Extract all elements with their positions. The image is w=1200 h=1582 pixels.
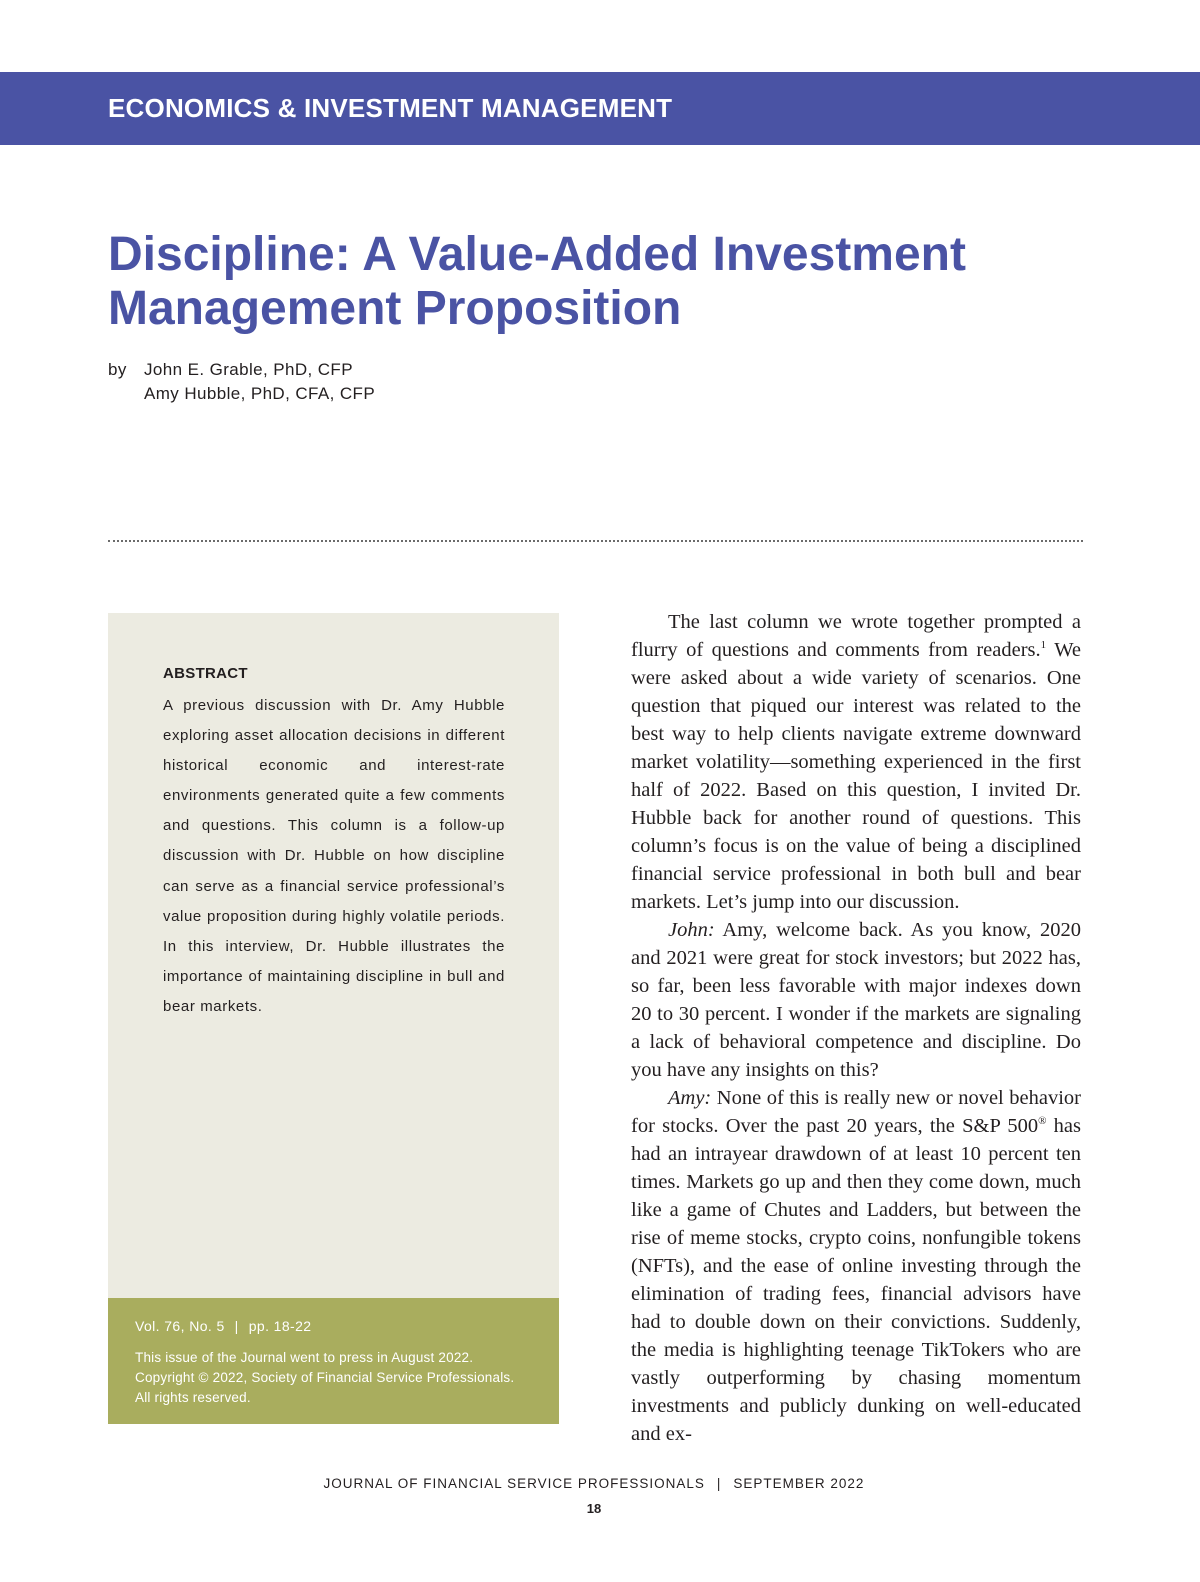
section-banner: [0, 72, 1200, 145]
dotted-divider: [108, 540, 1083, 542]
body-paragraph: [631, 1084, 1081, 1448]
paragraph-text: We were asked about a wide variety of scenarios. One question that piqued our interest was related to the best way to help clients navigate extreme downward market volatility—something experienced in the first half of 2022. Based on this question, I invited Dr. Hubble back for another round of questions. This column’s focus is on the value of being a disciplined financial service professional in both bull and bear markets. Let’s jump into our discussion.: [631, 639, 1081, 913]
author-name: Amy Hubble, PhD, CFA, CFP: [144, 384, 376, 403]
volume-separator: |: [234, 1318, 239, 1334]
section-label: ECONOMICS & INVESTMENT MANAGEMENT: [108, 93, 673, 123]
body-paragraph: [631, 608, 1081, 916]
registered-mark: ®: [1038, 1115, 1047, 1128]
rights-line: All rights reserved.: [135, 1390, 251, 1405]
page-footer: [0, 1476, 1188, 1491]
speaker-label: John:: [668, 919, 715, 941]
volume-number: Vol. 76, No. 5: [135, 1318, 225, 1334]
press-line: This issue of the Journal went to press in August 2022.: [135, 1350, 474, 1365]
page-range: pp. 18-22: [248, 1318, 312, 1334]
paragraph-text: None of this is really new or novel behavior for stocks. Over the past 20 years, the S&P 500: [631, 1087, 1081, 1137]
article-title-line-1: Discipline: A Value-Added Investment: [108, 228, 966, 281]
abstract-text: A previous discussion with Dr. Amy Hubble exploring asset allocation decisions in different historical economic and interest-rate environments generated quite a few comments and questions. This column is a follow-up discussion with Dr. Hubble on how discipline can serve as a financial service professional’s value proposition during highly volatile periods. In this interview, Dr. Hubble illustrates the importance of maintaining discipline in bull and bear markets.: [163, 697, 505, 1015]
footnote-marker[interactable]: 1: [1040, 639, 1047, 652]
footer-separator: |: [716, 1476, 722, 1491]
page-number: 18: [586, 1501, 602, 1516]
issue-date: SEPTEMBER 2022: [733, 1476, 865, 1491]
paragraph-text: The last column we wrote together prompted a flurry of questions and comments from readers.: [631, 611, 1081, 661]
abstract-heading: ABSTRACT: [163, 665, 248, 682]
article-body: [631, 608, 1081, 1448]
journal-name: JOURNAL OF FINANCIAL SERVICE PROFESSIONALS: [323, 1476, 705, 1491]
author-list: [144, 358, 375, 406]
by-label: by: [108, 360, 127, 379]
paragraph-text: Amy, welcome back. As you know, 2020 and 2021 were great for stock investors; but 2022 has, so far, been less favorable with major indexes down 20 to 30 percent. I wonder if the markets are signaling a lack of behavioral competence and discipline. Do you have any insights on this?: [631, 919, 1081, 1081]
author-name: John E. Grable, PhD, CFP: [144, 360, 353, 379]
abstract-box: [108, 613, 559, 1298]
article-title-line-2: Management Proposition: [108, 282, 682, 335]
press-notice: [135, 1348, 545, 1408]
speaker-label: Amy:: [668, 1087, 712, 1109]
issue-info-box: [108, 1298, 559, 1424]
paragraph-text: has had an intrayear drawdown of at least 10 percent ten times. Markets go up and then they come down, much like a game of Chutes and Ladders, but between the rise of meme stocks, crypto coins, nonfungible tokens (NFTs), and the ease of online investing through the elimination of trading fees, financial advisors have had to double down on their convictions. Suddenly, the media is highlighting teenage TikTokers who are vastly outperforming by chasing momentum investments and publicly dunking on well-educated and ex-: [631, 1115, 1082, 1445]
copyright-line: Copyright © 2022, Society of Financial Service Professionals.: [135, 1370, 515, 1385]
article-title: [108, 228, 1108, 336]
body-paragraph: [631, 916, 1081, 1084]
volume-line: [135, 1318, 311, 1334]
